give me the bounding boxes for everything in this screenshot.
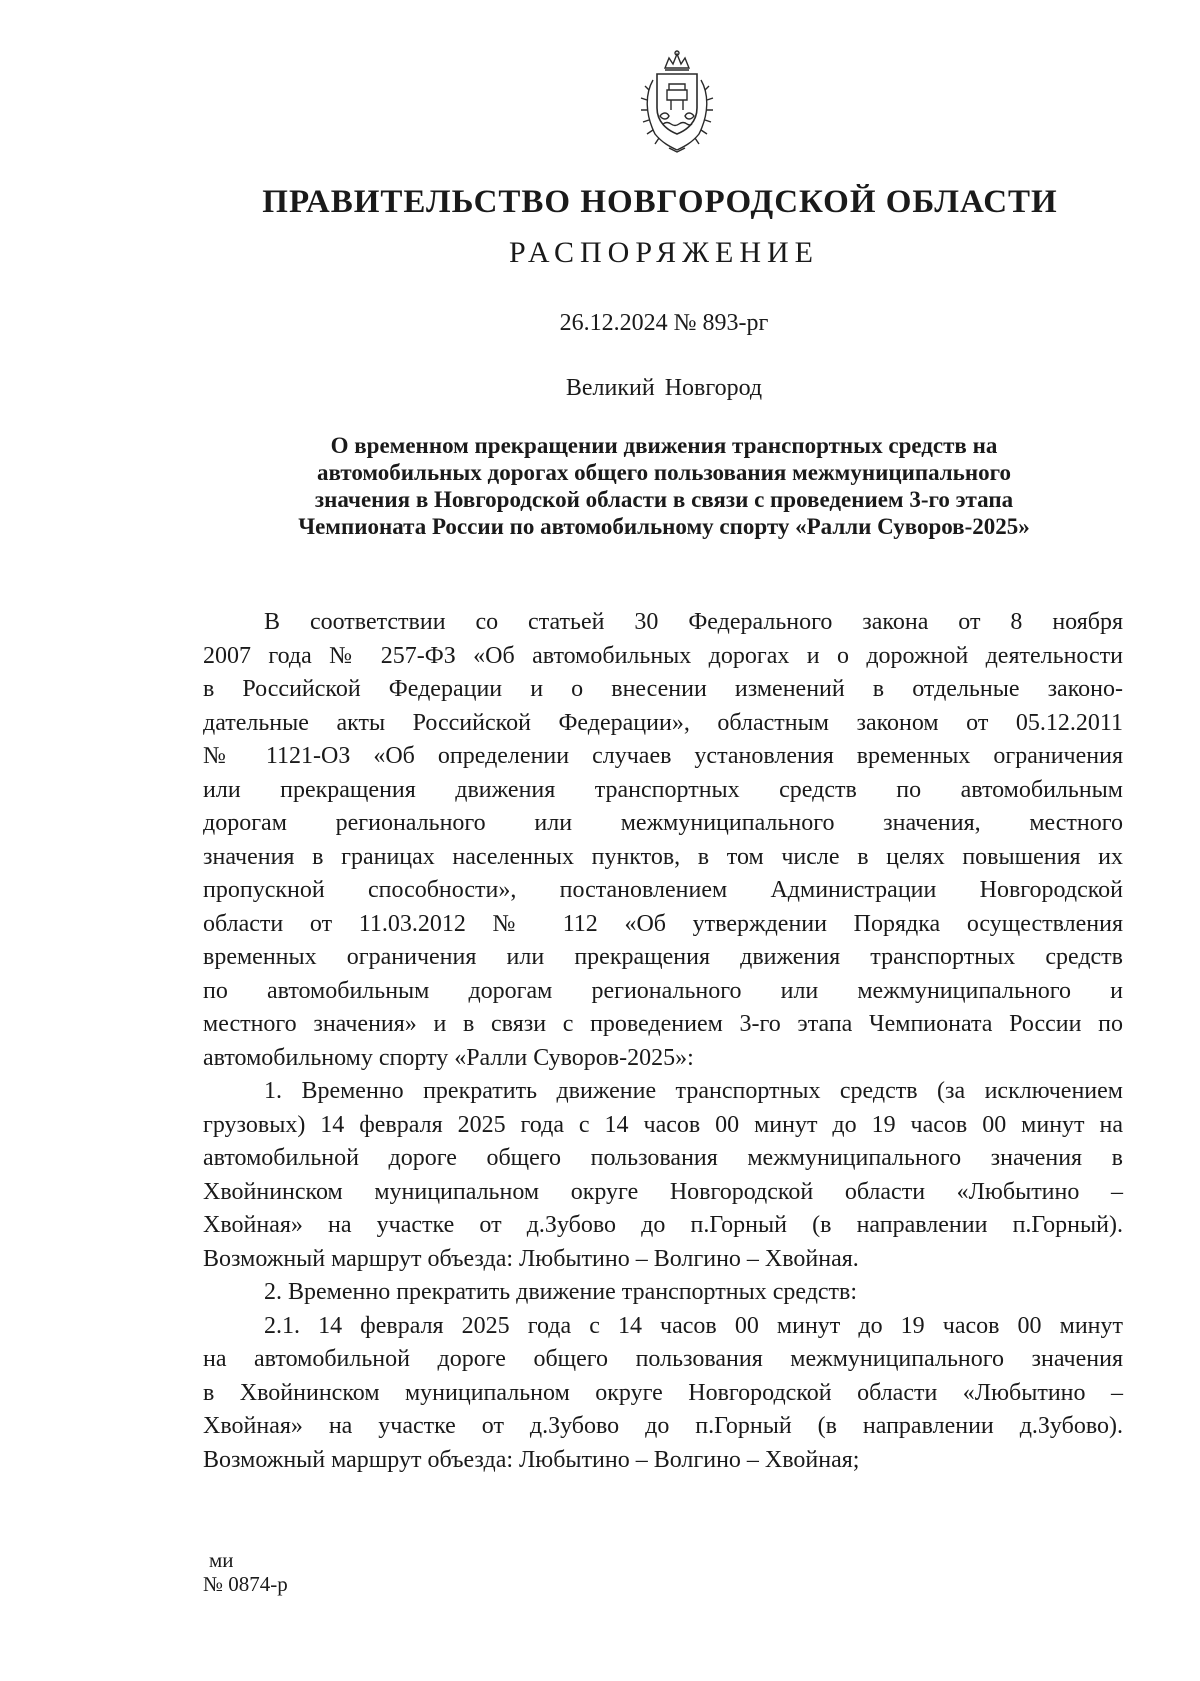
body-line: местного значения» и в связи с проведением 3-го этапа Чемпионата России по — [203, 1011, 1123, 1037]
subject-line: О временном прекращении движения транспортных средств на — [330, 433, 998, 458]
body-line: на автомобильной дороге общего пользования межмуниципального значения — [203, 1346, 1123, 1372]
body-line: Возможный маршрут объезда: Любытино – Волгино – Хвойная; — [203, 1446, 860, 1473]
body-line: временных ограничения или прекращения движения транспортных средств — [203, 944, 1123, 970]
body-line: пропускной способности», постановлением Администрации Новгородской — [203, 877, 1123, 903]
body-line: 1. Временно прекратить движение транспортных средств (за исключением — [264, 1078, 1123, 1104]
body-line: области от 11.03.2012 № 112 «Об утверждении Порядка осуществления — [203, 910, 1123, 937]
body-line: Хвойнинском муниципальном округе Новгородской области «Любытино – — [203, 1178, 1123, 1205]
subject-line: Чемпионата России по автомобильному спорту «Ралли Суворов-2025» — [298, 514, 1030, 539]
executor-initials: ми — [209, 1548, 234, 1572]
body-line: в Хвойнинском муниципальном округе Новгородской области «Любытино – — [203, 1379, 1123, 1406]
body-line: Хвойная» на участке от д.Зубово до п.Горный (в направлении д.Зубово). — [203, 1413, 1123, 1439]
body-line: по автомобильным дорогам регионального или межмуниципального и — [203, 977, 1123, 1004]
document-type: РАСПОРЯЖЕНИЕ — [508, 236, 820, 269]
body-line: в Российской Федерации и о внесении изменений в отдельные законо- — [203, 676, 1123, 702]
body-line: Возможный маршрут объезда: Любытино – Волгино – Хвойная. — [203, 1245, 859, 1272]
body-line: или прекращения движения транспортных средств по автомобильным — [203, 776, 1123, 803]
body-line: дательные акты Российской Федерации», областным законом от 05.12.2011 — [203, 709, 1123, 736]
document-footer — [203, 1548, 288, 1596]
document-body — [203, 606, 1123, 1477]
coat-of-arms-icon — [635, 50, 719, 154]
document-subject — [200, 432, 1128, 540]
body-line: грузовых) 14 февраля 2025 года с 14 часов 00 минут до 19 часов 00 минут на — [203, 1111, 1123, 1138]
body-line: Хвойная» на участке от д.Зубово до п.Горный (в направлении п.Горный). — [203, 1212, 1123, 1238]
government-title: ПРАВИТЕЛЬСТВО НОВГОРОДСКОЙ ОБЛАСТИ — [262, 184, 1058, 220]
document-date-number: 26.12.2024 № 893-рг — [559, 310, 769, 336]
body-line: автомобильной дороге общего пользования межмуниципального значения в — [203, 1145, 1123, 1171]
subject-line: автомобильных дорогах общего пользования межмуниципального — [317, 460, 1011, 485]
body-line: 2. Временно прекратить движение транспортных средств: — [264, 1279, 858, 1305]
body-line: дорогам регионального или межмуниципального значения, местного — [203, 810, 1123, 836]
body-line: В соответствии со статьей 30 Федерального закона от 8 ноября — [264, 609, 1123, 635]
body-line: значения в границах населенных пунктов, в том числе в целях повышения их — [203, 843, 1123, 870]
body-line: 2.1. 14 февраля 2025 года с 14 часов 00 минут до 19 часов 00 минут — [264, 1312, 1123, 1339]
reference-number: № 0874-р — [203, 1572, 288, 1596]
body-line: 2007 года № 257-ФЗ «Об автомобильных дорогах и о дорожной деятельности — [203, 642, 1123, 669]
body-line: № 1121-ОЗ «Об определении случаев установления временных ограничения — [203, 743, 1123, 769]
subject-line: значения в Новгородской области в связи с проведением 3-го этапа — [314, 487, 1014, 512]
body-line: автомобильному спорту «Ралли Суворов-2025»: — [203, 1044, 694, 1071]
document-city: Великий Новгород — [565, 375, 763, 401]
